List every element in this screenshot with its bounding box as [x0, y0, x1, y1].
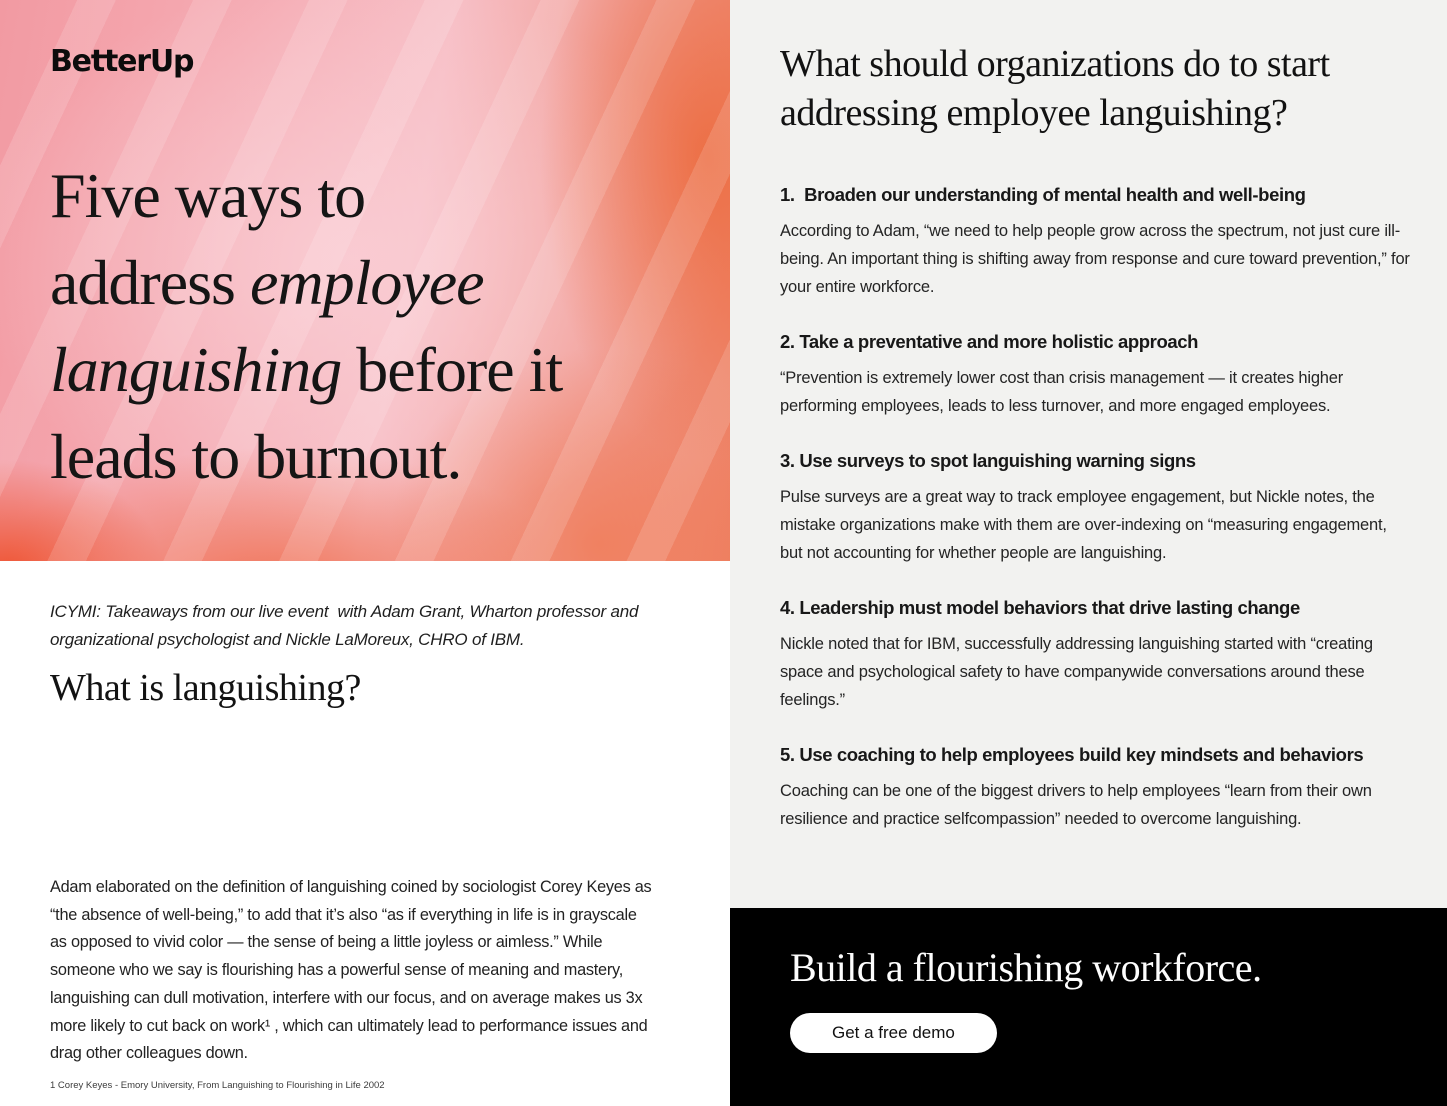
languishing-definition-paragraph: Adam elaborated on the definition of languishing coined by sociologist Corey Keyes as “the absence of well-being,” to add that it’s also “as if everything in life is in grayscale as opposed to vivid color — the sense of being a little joyless or aimless.” While someone who we say is flourishing has a powerful sense of meaning and mastery, languishing can dull motivation, interfere with our focus, and on average makes us 3x more likely to cut back on work¹ , which can ultimately lead to performance issues and drag other colleagues down.: [50, 878, 652, 1063]
hero-title-line-2-normal: address: [50, 247, 250, 318]
list-item-heading: 1. Broaden our understanding of mental health and well-being: [780, 184, 1306, 205]
list-item: [780, 597, 1420, 714]
icymi-note: ICYMI: Takeaways from our live event with Adam Grant, Wharton professor and organizational psychologist and Nickle LaMoreux, CHRO of IBM.: [50, 602, 643, 649]
footer-title: Build a flourishing workforce.: [790, 945, 1262, 990]
list-item: [780, 744, 1420, 833]
hero-title-line-3-italic: languishing: [50, 334, 342, 405]
list-item-body: According to Adam, “we need to help people grow across the spectrum, not just cure ill-being. An important thing is shifting away from response and cure toward prevention,” for your entire workforce.: [780, 222, 1410, 296]
cta-footer: [730, 908, 1447, 1106]
list-item-heading: 3. Use surveys to spot languishing warning signs: [780, 450, 1196, 471]
organizations-heading: [780, 40, 1447, 138]
list-item-heading: 2. Take a preventative and more holistic approach: [780, 331, 1199, 352]
list-item-heading: 4. Leadership must model behaviors that drive lasting change: [780, 597, 1300, 618]
hero-title-line-2: [50, 239, 562, 326]
hero-title-line-4: leads to burnout.: [50, 421, 462, 492]
left-content: [0, 561, 730, 1091]
organizations-heading-line-1: What should organizations do to start: [780, 43, 1330, 85]
citation-footnote: 1 Corey Keyes - Emory University, From Languishing to Flourishing in Life 2002: [50, 1079, 385, 1091]
organizations-heading-line-2: addressing employee languishing?: [780, 92, 1288, 134]
what-is-languishing-heading: What is languishing?: [50, 667, 361, 709]
hero-image: [0, 0, 730, 561]
list-item-heading: 5. Use coaching to help employees build key mindsets and behaviors: [780, 744, 1364, 765]
list-item: [780, 331, 1420, 420]
hero-title-line-3: [50, 326, 562, 413]
list-item-body: “Prevention is extremely lower cost than crisis management — it creates higher performing employees, leads to less turnover, and more engaged employees.: [780, 369, 1344, 415]
hero-title-line-2-italic: employee: [249, 247, 484, 318]
hero-title-line-1: Five ways to: [50, 160, 366, 231]
hero-title: [50, 152, 562, 500]
hero-title-line-3-normal: before it: [341, 334, 563, 405]
betterup-logo: BetterUp: [50, 44, 194, 79]
list-item-body: Coaching can be one of the biggest drivers to help employees “learn from their own resilience and practice selfcompassion” needed to overcome languishing.: [780, 782, 1372, 828]
list-item-body: Pulse surveys are a great way to track employee engagement, but Nickle notes, the mistake organizations make with them are over-indexing on “measuring engagement, but not accounting for whether people are languishing.: [780, 488, 1387, 562]
get-free-demo-button[interactable]: Get a free demo: [790, 1013, 997, 1053]
list-item: [780, 450, 1420, 567]
right-column: [730, 0, 1447, 908]
numbered-list: [780, 184, 1420, 833]
list-item-body: Nickle noted that for IBM, successfully addressing languishing started with “creating space and psychological safety to have companywide conversations around these feelings.”: [780, 635, 1373, 709]
list-item: [780, 184, 1420, 301]
